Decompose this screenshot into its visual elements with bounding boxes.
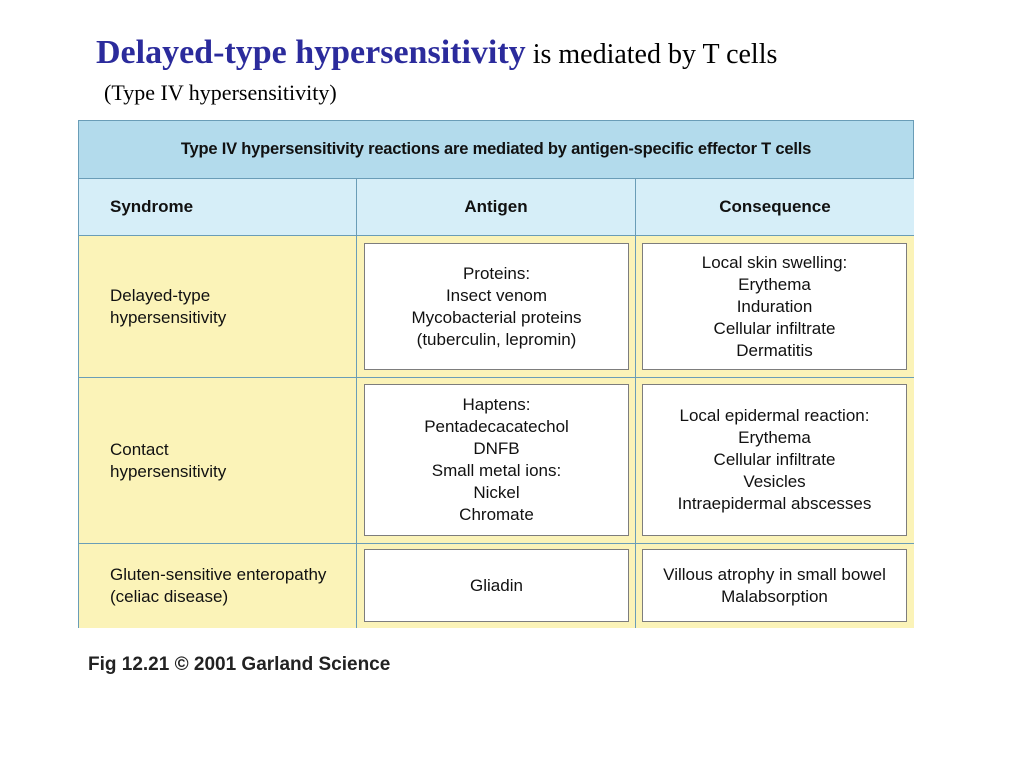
antigen-cell: [357, 236, 636, 377]
syndrome-line: hypersensitivity: [110, 461, 227, 481]
antigen-box: [364, 384, 629, 536]
consequence-line: Cellular infiltrate: [713, 450, 836, 469]
syndrome-line: Gluten-sensitive enteropathy: [110, 565, 327, 584]
consequence-line: Erythema: [738, 274, 811, 294]
syndrome-line: (celiac disease): [110, 587, 229, 606]
consequence-line: Erythema: [738, 428, 811, 447]
syndrome-cell-celiac: [79, 544, 357, 628]
antigen-cell: [357, 544, 636, 628]
antigen-line: (tuberculin, lepromin): [416, 329, 577, 349]
consequence-line: Malabsorption: [721, 586, 828, 606]
syndrome-line: hypersensitivity: [110, 307, 227, 327]
antigen-box: [364, 243, 629, 370]
header-consequence: Consequence: [636, 179, 914, 236]
consequence-line: Cellular infiltrate: [713, 318, 836, 338]
antigen-line: Proteins:: [462, 263, 531, 283]
slide-title: [96, 36, 777, 70]
antigen-line: Gliadin: [470, 575, 523, 595]
consequence-line: Induration: [736, 296, 813, 316]
antigen-line: Chromate: [459, 505, 534, 524]
title-emphasis: Delayed-type hypersensitivity: [96, 34, 526, 71]
hypersensitivity-table: [78, 120, 914, 628]
antigen-line: Insect venom: [445, 285, 548, 305]
figure-credit: Fig 12.21 © 2001 Garland Science: [88, 654, 391, 675]
antigen-cell: [357, 378, 636, 543]
antigen-line: Small metal ions:: [431, 461, 562, 480]
antigen-box: [364, 549, 629, 622]
syndrome-line: Contact: [110, 439, 169, 459]
antigen-line: DNFB: [473, 439, 520, 458]
antigen-line: Pentadecacatechol: [424, 417, 569, 436]
consequence-cell: [636, 236, 914, 377]
slide-subtitle: (Type IV hypersensitivity): [104, 80, 337, 105]
syndrome-cell-delayed-type: [79, 236, 357, 377]
header-antigen: Antigen: [357, 179, 636, 236]
table-caption: Type IV hypersensitivity reactions are mediated by antigen-specific effector T cells: [79, 121, 913, 179]
antigen-line: Haptens:: [462, 395, 531, 414]
consequence-box: [642, 549, 907, 622]
antigen-line: Nickel: [473, 483, 520, 502]
consequence-cell: [636, 544, 914, 628]
title-rest: is mediated by T cells: [525, 39, 778, 70]
consequence-line: Intraepidermal abscesses: [677, 494, 872, 513]
consequence-box: [642, 384, 907, 536]
consequence-line: Villous atrophy in small bowel: [663, 564, 886, 584]
antigen-line: Mycobacterial proteins: [411, 307, 582, 327]
consequence-box: [642, 243, 907, 370]
consequence-cell: [636, 378, 914, 543]
syndrome-line: Delayed-type: [110, 285, 211, 305]
syndrome-cell-contact: [79, 378, 357, 543]
consequence-line: Dermatitis: [736, 340, 813, 360]
header-syndrome: Syndrome: [79, 179, 357, 236]
consequence-line: Local skin swelling:: [701, 252, 848, 272]
consequence-line: Local epidermal reaction:: [679, 406, 870, 425]
consequence-line: Vesicles: [743, 472, 806, 491]
